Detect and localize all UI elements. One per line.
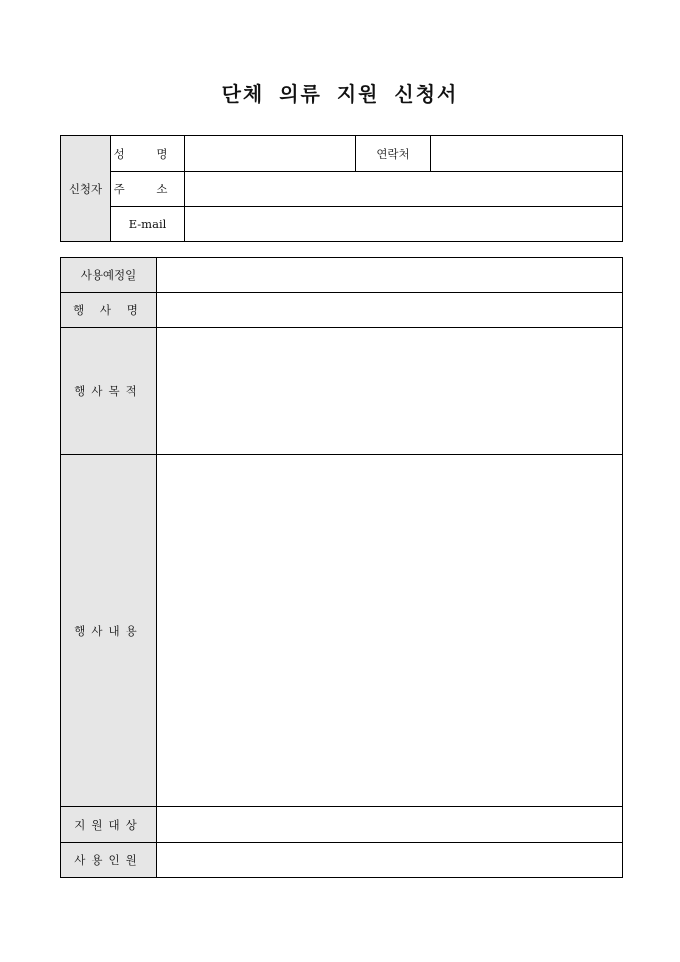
event-purpose-field[interactable]	[157, 328, 623, 455]
event-name-field[interactable]	[157, 293, 623, 328]
user-count-label	[61, 843, 157, 878]
address-label-text: 주 소	[113, 182, 182, 196]
event-name-label	[61, 293, 157, 328]
applicant-group-label: 신청자	[61, 136, 111, 242]
contact-field[interactable]	[431, 136, 623, 172]
event-purpose-label	[61, 328, 157, 455]
planned-date-field[interactable]	[157, 258, 623, 293]
event-content-label-text: 행사내용	[74, 623, 143, 638]
applicant-info-table	[60, 135, 623, 242]
support-target-label-text: 지원대상	[74, 817, 143, 832]
user-count-label-text: 사용인원	[74, 853, 143, 867]
name-field[interactable]	[185, 136, 356, 172]
address-field[interactable]	[185, 172, 623, 207]
contact-label: 연락처	[356, 136, 431, 172]
support-target-field[interactable]	[157, 807, 623, 843]
event-purpose-label-text: 행사목적	[74, 384, 143, 398]
email-label: E-mail	[111, 207, 185, 242]
name-label-text: 성 명	[113, 146, 182, 161]
event-content-label	[61, 455, 157, 807]
planned-date-label: 사용예정일	[61, 258, 157, 293]
user-count-field[interactable]	[157, 843, 623, 878]
page-title: 단체 의류 지원 신청서	[221, 82, 459, 106]
event-info-table	[60, 257, 623, 878]
email-field[interactable]	[185, 207, 623, 242]
event-name-label-text: 행 사 명	[73, 303, 144, 317]
address-label	[111, 172, 185, 207]
support-target-label	[61, 807, 157, 843]
name-label	[111, 136, 185, 172]
event-content-field[interactable]	[157, 455, 623, 807]
